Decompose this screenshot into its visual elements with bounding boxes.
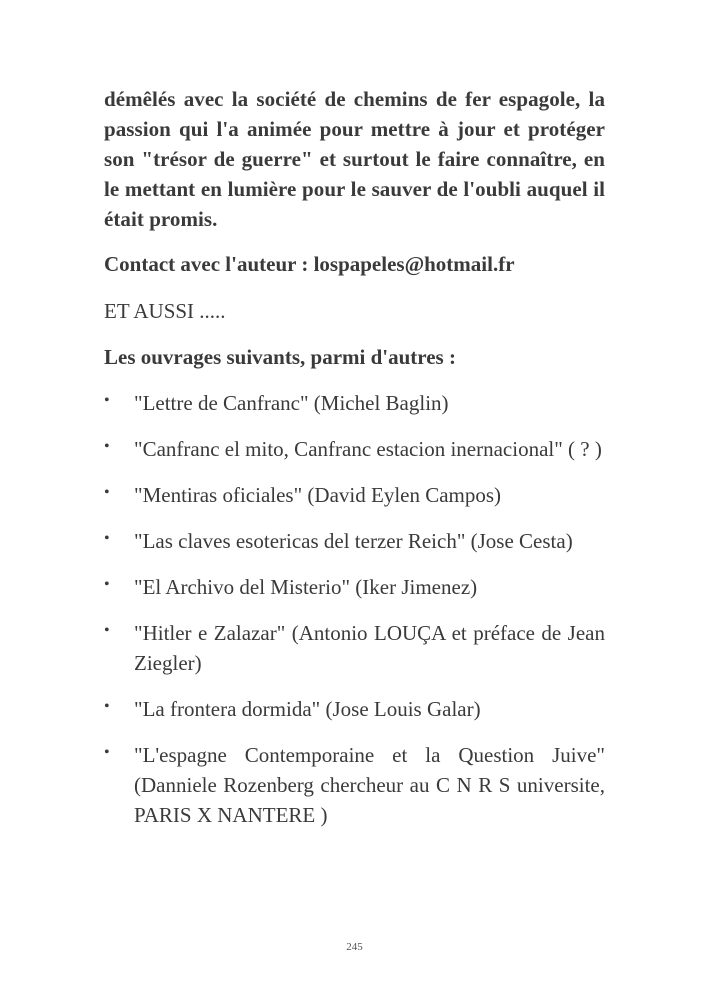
bullet-icon: •	[104, 698, 110, 715]
list-item	[104, 572, 605, 602]
works-list	[104, 388, 605, 830]
list-item	[104, 388, 605, 418]
bullet-icon: •	[104, 576, 110, 593]
list-item	[104, 526, 605, 556]
bullet-icon: •	[104, 744, 110, 761]
list-item	[104, 618, 605, 678]
list-item	[104, 740, 605, 830]
work-title: "La frontera dormida" (Jose Louis Galar)	[134, 697, 481, 721]
page-body	[104, 84, 605, 846]
work-title: "El Archivo del Misterio" (Iker Jimenez)	[134, 575, 478, 599]
list-item	[104, 480, 605, 510]
work-title: "Canfranc el mito, Canfranc estacion inernacional" ( ? )	[134, 437, 602, 461]
bullet-icon: •	[104, 622, 110, 639]
work-title: "Las claves esotericas del terzer Reich" (Jose Cesta)	[134, 529, 573, 553]
bullet-icon: •	[104, 438, 110, 455]
work-title: "Hitler e Zalazar" (Antonio LOUÇA et préface de Jean Ziegler)	[134, 621, 605, 675]
intro-paragraph: démêlés avec la société de chemins de fer espagole, la passion qui l'a animée pour mettre à jour et protéger son "trésor de guerre" et surtout le faire connaître, en le mettant en lumière pour le sauver de l'oubli auquel il était promis.	[104, 87, 605, 231]
work-title: "Lettre de Canfranc" (Michel Baglin)	[134, 391, 449, 415]
list-item	[104, 434, 605, 464]
author-contact: Contact avec l'auteur : lospapeles@hotmail.fr	[104, 252, 515, 276]
work-title: "L'espagne Contemporaine et la Question Juive" (Danniele Rozenberg chercheur au C N R S universite, PARIS X NANTERE )	[134, 743, 605, 827]
bullet-icon: •	[104, 530, 110, 547]
list-item	[104, 694, 605, 724]
bullet-icon: •	[104, 484, 110, 501]
et-aussi-line: ET AUSSI .....	[104, 299, 226, 323]
work-title: "Mentiras oficiales" (David Eylen Campos)	[134, 483, 502, 507]
bullet-icon: •	[104, 392, 110, 409]
page-number: 245	[346, 941, 363, 953]
works-heading: Les ouvrages suivants, parmi d'autres :	[104, 345, 456, 369]
